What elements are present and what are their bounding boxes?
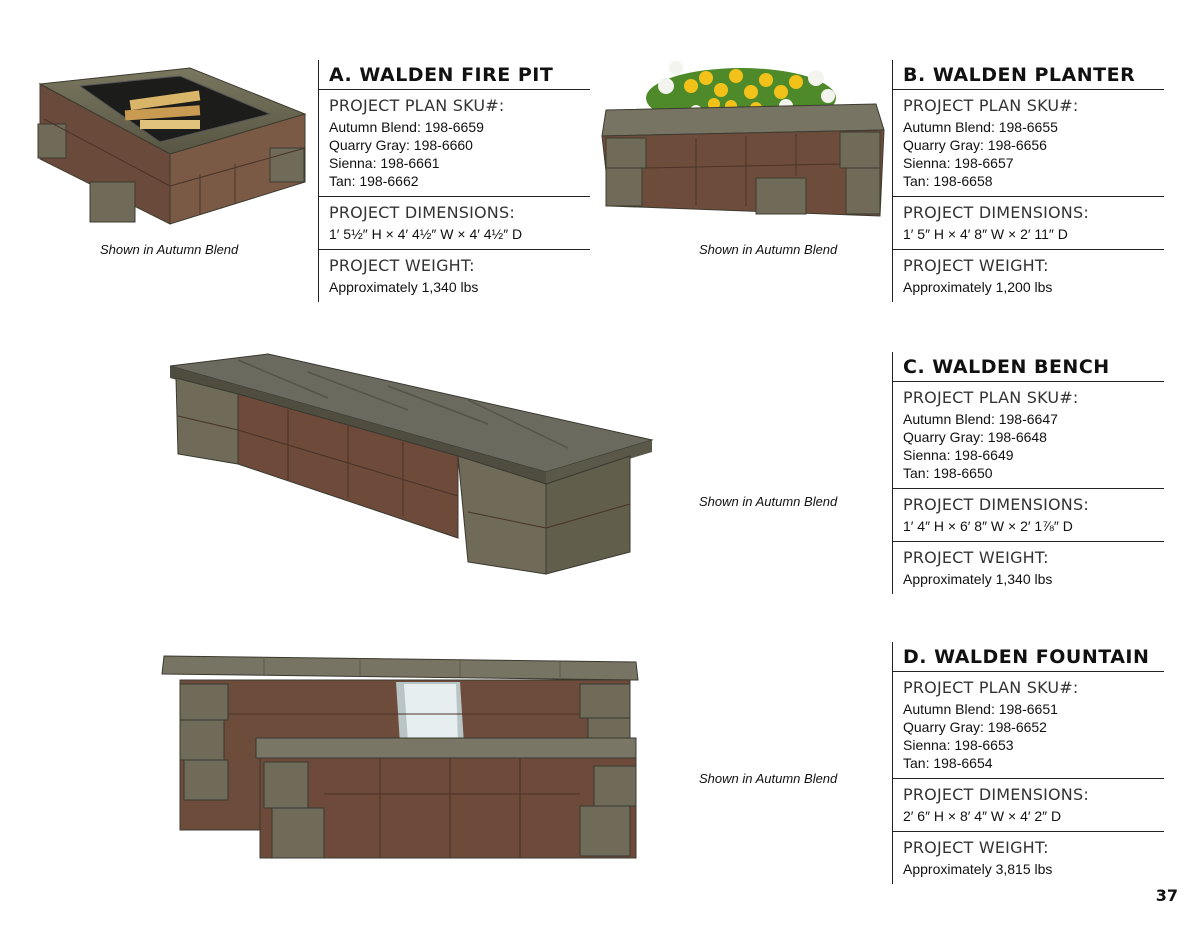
sku-label: PROJECT PLAN SKU#:	[903, 678, 1079, 697]
dim-label: PROJECT DIMENSIONS:	[903, 785, 1089, 804]
fire-pit-photo	[30, 64, 310, 232]
planter-sku-section	[893, 90, 1164, 197]
fountain-spec	[892, 642, 1164, 884]
bench-caption: Shown in Autumn Blend	[699, 494, 838, 509]
weight-label: PROJECT WEIGHT:	[903, 548, 1049, 567]
fire-pit-sku-section	[319, 90, 590, 197]
sku-line: Autumn Blend: 198-6647	[903, 411, 1058, 427]
fire-pit-spec	[318, 60, 590, 302]
sku-line: Autumn Blend: 198-6655	[903, 119, 1058, 135]
planter-spec	[892, 60, 1164, 302]
sku-line: Autumn Blend: 198-6659	[329, 119, 484, 135]
sku-line: Quarry Gray: 198-6656	[903, 137, 1047, 153]
bench-dim-section	[893, 489, 1164, 542]
sku-line: Tan: 198-6650	[903, 465, 993, 481]
bench-title: C. WALDEN BENCH	[893, 352, 1164, 382]
bench-sku-section	[893, 382, 1164, 489]
weight-label: PROJECT WEIGHT:	[903, 256, 1049, 275]
bench-photo	[168, 352, 654, 578]
weight-value: Approximately 1,200 lbs	[903, 279, 1053, 295]
fountain-caption: Shown in Autumn Blend	[699, 771, 838, 786]
sku-line: Quarry Gray: 198-6652	[903, 719, 1047, 735]
sku-label: PROJECT PLAN SKU#:	[903, 388, 1079, 407]
dim-label: PROJECT DIMENSIONS:	[903, 495, 1089, 514]
sku-line: Sienna: 198-6649	[903, 447, 1014, 463]
dim-value: 1′ 5″ H × 4′ 8″ W × 2′ 11″ D	[903, 226, 1068, 242]
sku-line: Tan: 198-6658	[903, 173, 993, 189]
dim-value: 1′ 5½″ H × 4′ 4½″ W × 4′ 4½″ D	[329, 226, 523, 242]
weight-label: PROJECT WEIGHT:	[329, 256, 475, 275]
sku-line: Autumn Blend: 198-6651	[903, 701, 1058, 717]
fountain-sku-section	[893, 672, 1164, 779]
fire-pit-dim-section	[319, 197, 590, 250]
sku-label: PROJECT PLAN SKU#:	[903, 96, 1079, 115]
dim-value: 2′ 6″ H × 8′ 4″ W × 4′ 2″ D	[903, 808, 1062, 824]
sku-line: Sienna: 198-6657	[903, 155, 1014, 171]
fire-pit-weight-section	[319, 250, 590, 302]
sku-line: Tan: 198-6654	[903, 755, 993, 771]
weight-value: Approximately 1,340 lbs	[903, 571, 1053, 587]
fountain-dim-section	[893, 779, 1164, 832]
planter-weight-section	[893, 250, 1164, 302]
sku-line: Quarry Gray: 198-6648	[903, 429, 1047, 445]
dim-label: PROJECT DIMENSIONS:	[903, 203, 1089, 222]
page-number: 37	[1155, 886, 1178, 905]
weight-value: Approximately 3,815 lbs	[903, 861, 1053, 877]
fountain-photo	[160, 654, 642, 860]
fire-pit-caption: Shown in Autumn Blend	[100, 242, 239, 257]
fountain-title: D. WALDEN FOUNTAIN	[893, 642, 1164, 672]
weight-value: Approximately 1,340 lbs	[329, 279, 479, 295]
sku-line: Tan: 198-6662	[329, 173, 419, 189]
dim-label: PROJECT DIMENSIONS:	[329, 203, 515, 222]
fountain-weight-section	[893, 832, 1164, 884]
planter-title: B. WALDEN PLANTER	[893, 60, 1164, 90]
sku-label: PROJECT PLAN SKU#:	[329, 96, 505, 115]
weight-label: PROJECT WEIGHT:	[903, 838, 1049, 857]
sku-line: Quarry Gray: 198-6660	[329, 137, 473, 153]
planter-dim-section	[893, 197, 1164, 250]
sku-line: Sienna: 198-6653	[903, 737, 1014, 753]
sku-line: Sienna: 198-6661	[329, 155, 440, 171]
bench-weight-section	[893, 542, 1164, 594]
planter-caption: Shown in Autumn Blend	[699, 242, 838, 257]
bench-spec	[892, 352, 1164, 594]
fire-pit-title: A. WALDEN FIRE PIT	[319, 60, 590, 90]
dim-value: 1′ 4″ H × 6′ 8″ W × 2′ 1⅞″ D	[903, 518, 1073, 534]
planter-photo	[596, 56, 886, 232]
